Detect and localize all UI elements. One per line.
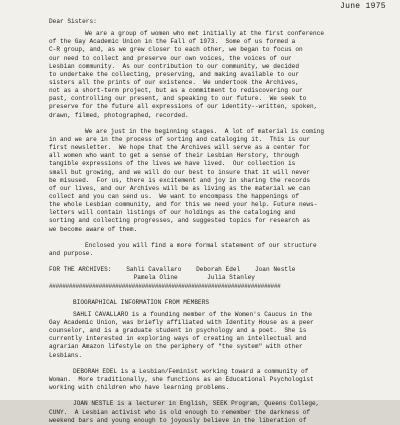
letter-paragraph-3 xyxy=(49,242,395,258)
signature-row-1 xyxy=(49,266,395,274)
bio-section-heading: BIOGRAPHICAL INFORMATION FROM MEMBERS xyxy=(73,298,210,306)
text-line: sisters all the prints of our existence. We undertook the Archives, xyxy=(49,78,300,86)
text-line: Lesbian community. As our contribution to our community, we decided xyxy=(49,62,300,70)
text-line: be misused. For us, there is excitement and joy in sharing the records xyxy=(49,176,311,184)
text-line: Lesbians. xyxy=(49,351,83,359)
text-line: collect and you can send us. We want to encompass the happenings of xyxy=(49,192,300,200)
text-line: our need to collect and preserve our own voices, the voices of our xyxy=(49,54,292,62)
text-line: not as a short-term project, but as a commitment to rediscovering our xyxy=(49,87,303,95)
text-line: drawn, filmed, photographed, recorded. xyxy=(49,111,189,119)
text-line: the whole Lesbian community, and for this we need your help. Future news- xyxy=(49,201,318,209)
text-line: letters will contain listings of our holdings as the cataloging and xyxy=(49,209,296,217)
text-line: of the Gay Academic Union in the Fall of 1973. Some of us formed a xyxy=(49,38,296,46)
text-line: We are a group of women who met initially at the first conference xyxy=(85,30,324,38)
text-line: small but growing, and we will do our best to insure that it will never xyxy=(49,168,311,176)
text-line: currently interested in exploring ways of creating an intellectual and xyxy=(49,335,307,343)
text-line: SAHLI CAVALLARO is a founding member of the Women's Caucus in the xyxy=(73,310,312,318)
signer-name: Deborah Edel xyxy=(196,266,241,274)
signer-name: Sahli Cavallaro xyxy=(126,266,182,274)
text-line: of our lives, and our Archives will be as living as the material we can xyxy=(49,184,311,192)
signature-block xyxy=(49,266,395,282)
text-line: We are just in the beginning stages. A lot of material is coming xyxy=(85,127,324,135)
signer-name: Joan Nestle xyxy=(254,266,296,274)
text-line: Enclosed you will find a more formal statement of our structure xyxy=(85,241,317,249)
text-line: counselor, and is a graduate student in psychology and a poet. She is xyxy=(49,327,307,335)
letter-paragraph-2 xyxy=(49,128,395,234)
text-line: Gay Academic Union, was briefly affiliated with Identity House as a peer xyxy=(49,319,314,327)
newsletter-date: June 1975 xyxy=(340,2,386,11)
newsletter-body xyxy=(49,18,395,425)
text-line: tangible expressions of the lives we have lived. Our collection is xyxy=(49,160,296,168)
text-line: CUNY. A Lesbian activist who is old enough to remember the darkness of xyxy=(49,408,311,416)
text-line: preserve for the future all expressions of our identity--written, spoken, xyxy=(49,103,318,111)
hash-separator: ###################################################################### xyxy=(49,282,281,290)
signer-name: Pamela Oline xyxy=(133,274,178,282)
letter-paragraph-1 xyxy=(49,30,395,120)
bio-entry-edel xyxy=(49,368,395,392)
text-line: first newsletter. We hope that the Archives will serve as a center for xyxy=(49,144,311,152)
bio-entry-cavallaro xyxy=(49,311,395,360)
text-line: past, controlling our present, and speaking to our future. We seek to xyxy=(49,95,307,103)
signature-row-2 xyxy=(49,274,395,282)
text-line: we become aware of them. xyxy=(49,225,138,233)
text-line: in and we are in the process of sorting and cataloging it. This is our xyxy=(49,135,311,143)
text-line: JOAN NESTLE is a lecturer in English, SEEK Program, Queens College, xyxy=(73,400,320,408)
text-line: to undertake the collecting, preserving, and making available to our xyxy=(49,70,300,78)
text-line: agrarian Amazon lifestyle on the periphery of "the system" with other xyxy=(49,343,303,351)
text-line: C-R group, and, as we grew closer to each other, we began to focus on xyxy=(49,46,303,54)
text-line: and purpose. xyxy=(49,249,94,257)
text-line: weekend bars and young enough to joyously believe in the liberation of xyxy=(49,416,307,424)
text-line: all women who want to get a sense of their Lesbian Herstory, through xyxy=(49,152,300,160)
signer-name: Julia Stanley xyxy=(207,274,255,282)
text-line: sorting and collecting progresses, and suggested topics for research as xyxy=(49,217,311,225)
signature-label: FOR THE ARCHIVES: xyxy=(49,266,112,274)
text-line: Woman. More traditionally, she functions as an Educational Psychologist xyxy=(49,376,314,384)
bio-entry-nestle xyxy=(49,400,395,424)
text-line: working with children who have learning problems. xyxy=(49,384,230,392)
salutation: Dear Sisters: xyxy=(49,18,97,25)
text-line: DEBORAH EDEL is a Lesbian/Feminist working toward a community of xyxy=(73,367,309,375)
